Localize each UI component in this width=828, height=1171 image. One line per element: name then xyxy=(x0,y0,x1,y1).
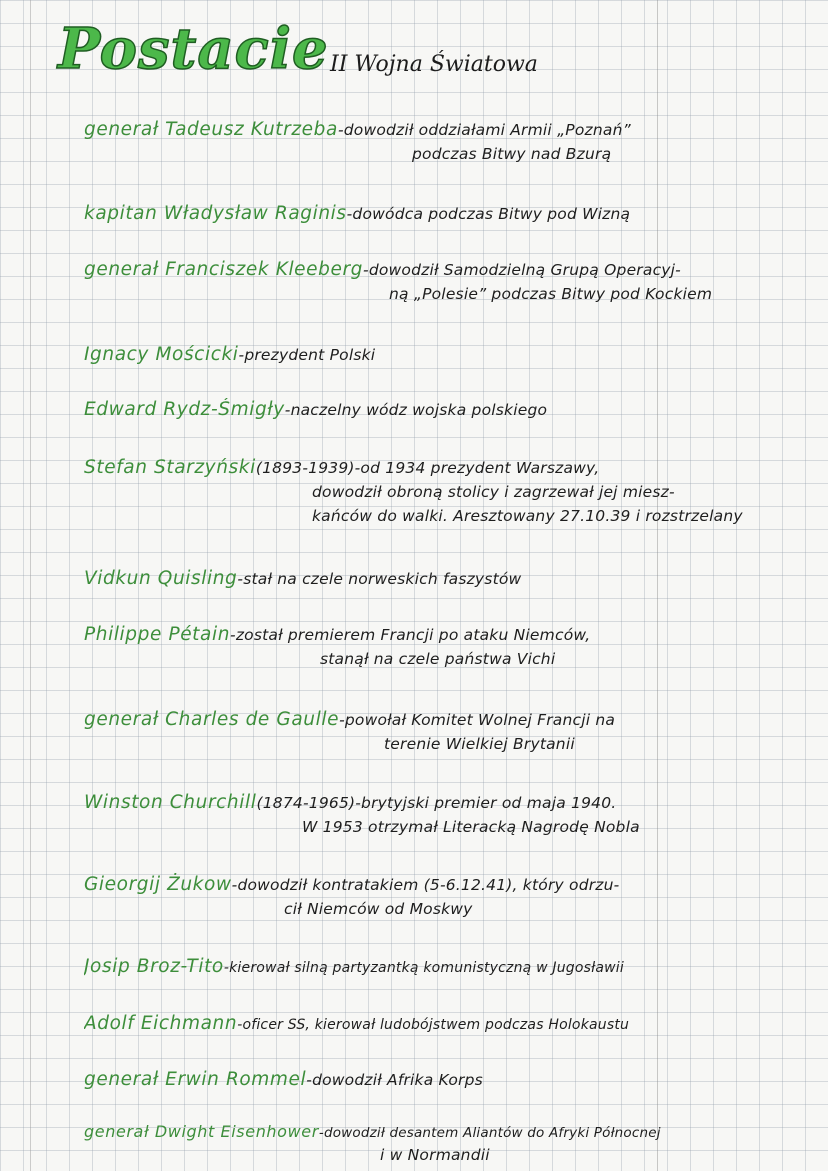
entry-kleeberg xyxy=(84,258,804,306)
entry-rommel xyxy=(84,1068,804,1092)
entry-name: generał Franciszek Kleeberg xyxy=(84,259,364,280)
entry-name: Stefan Starzyński xyxy=(84,457,256,478)
entry-desc: -dowodził Afrika Korps xyxy=(306,1071,483,1089)
entry-name: generał Dwight Eisenhower xyxy=(84,1122,319,1141)
entry-churchill xyxy=(84,791,804,839)
entry-zukow xyxy=(84,873,804,921)
entry-desc: -dowodził Samodzielną Grupą Operacyj- xyxy=(363,261,681,279)
entry-desc-cont: kańców do walki. Aresztowany 27.10.39 i rozstrzelany xyxy=(312,507,743,525)
entry-desc: -oficer SS, kierował ludobójstwem podczas Holokaustu xyxy=(237,1017,630,1033)
entry-eisenhower xyxy=(84,1120,804,1165)
entry-name: Philippe Pétain xyxy=(84,624,231,645)
entry-name: Vidkun Quisling xyxy=(84,568,238,589)
entry-desc: -dowódca podczas Bitwy pod Wizną xyxy=(346,205,631,223)
entry-name: generał Tadeusz Kutrzeba xyxy=(84,119,338,140)
entry-desc-cont: cił Niemców od Moskwy xyxy=(284,900,473,918)
entry-desc-cont: i w Normandii xyxy=(380,1146,490,1164)
entry-desc-cont: ną „Polesie” podczas Bitwy pod Kockiem xyxy=(389,285,713,303)
entry-eichmann xyxy=(84,1012,804,1037)
entry-desc: -powołał Komitet Wolnej Francji na xyxy=(339,711,616,729)
entry-name: Josip Broz-Tito xyxy=(84,956,224,977)
entry-raginis xyxy=(84,202,804,226)
entry-de-gaulle xyxy=(84,708,804,756)
entry-moscicki xyxy=(84,343,804,367)
entry-name: kapitan Władysław Raginis xyxy=(84,203,347,224)
entry-desc: (1893-1939)-od 1934 prezydent Warszawy, xyxy=(255,459,600,477)
entry-name: generał Erwin Rommel xyxy=(84,1069,307,1090)
entry-kutrzeba xyxy=(84,118,804,166)
entry-desc: -dowodził kontratakiem (5-6.12.41), który odrzu- xyxy=(231,876,620,894)
entry-desc-cont: stanął na czele państwa Vichi xyxy=(320,650,556,668)
entry-desc: -kierował silną partyzantką komunistyczną w Jugosławii xyxy=(223,960,624,976)
entry-starzynski xyxy=(84,456,804,528)
entry-desc: (1874-1965)-brytyjski premier od maja 1940. xyxy=(256,794,617,812)
entry-desc: -stał na czele norweskich faszystów xyxy=(237,570,522,588)
page-subtitle: II Wojna Światowa xyxy=(330,52,538,77)
entry-desc: -prezydent Polski xyxy=(238,346,376,364)
entry-petain xyxy=(84,623,804,671)
entry-name: Winston Churchill xyxy=(84,792,257,813)
entry-tito xyxy=(84,955,804,980)
entry-desc-cont: podczas Bitwy nad Bzurą xyxy=(412,145,612,163)
entry-desc-cont: dowodził obroną stolicy i zagrzewał jej miesz- xyxy=(312,483,675,501)
entry-rydz-smigly xyxy=(84,398,804,422)
entry-name: Adolf Eichmann xyxy=(84,1013,238,1034)
entry-desc: -naczelny wódz wojska polskiego xyxy=(284,401,548,419)
entry-desc: -został premierem Francji po ataku Niemców, xyxy=(230,626,591,644)
entry-name: Gieorgij Żukow xyxy=(84,874,232,895)
page-title: Postacie xyxy=(58,16,329,82)
entry-desc: -dowodził desantem Aliantów do Afryki Północnej xyxy=(318,1125,661,1141)
entry-quisling xyxy=(84,567,804,591)
entry-desc-cont: terenie Wielkiej Brytanii xyxy=(384,735,575,753)
entry-desc: -dowodził oddziałami Armii „Poznań” xyxy=(337,121,631,139)
entry-name: generał Charles de Gaulle xyxy=(84,709,340,730)
entry-desc-cont: W 1953 otrzymał Literacką Nagrodę Nobla xyxy=(302,818,640,836)
notebook-margin-line xyxy=(30,0,31,1171)
entry-name: Ignacy Mościcki xyxy=(84,344,239,365)
entry-name: Edward Rydz-Śmigły xyxy=(84,399,285,420)
